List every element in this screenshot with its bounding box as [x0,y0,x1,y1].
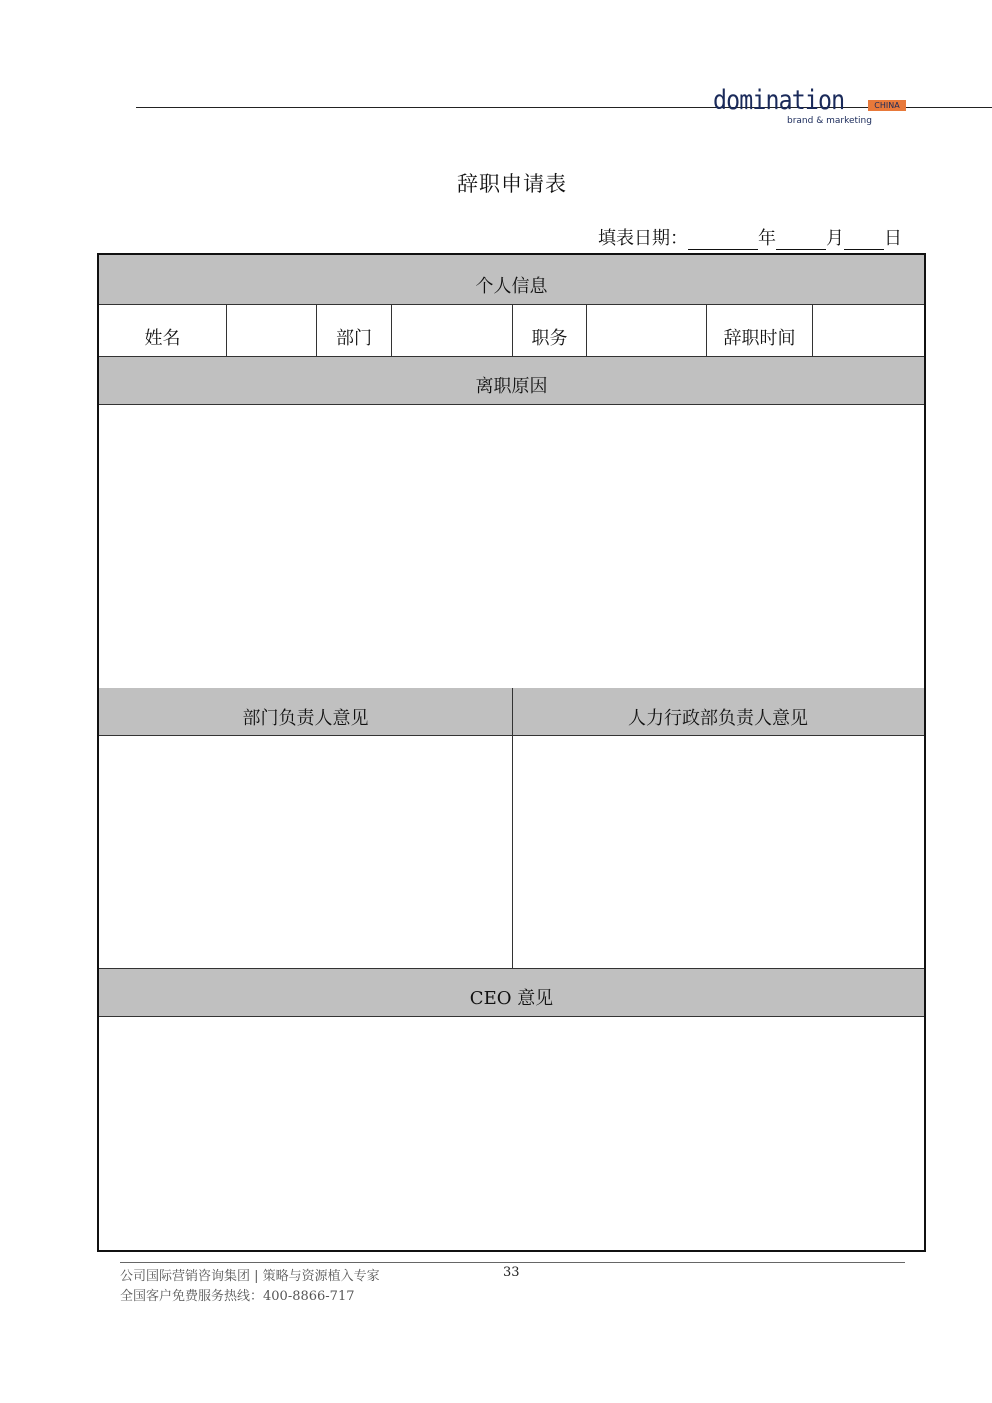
ceo-opinion-field[interactable] [99,1017,924,1250]
department-label-cell [317,305,392,356]
ceo-opinion-header [99,969,924,1017]
reason-header [99,357,924,405]
opinions-divider [512,688,513,969]
resign-time-label: 辞职时间 [723,328,796,349]
department-input-cell[interactable] [392,305,513,356]
name-label: 姓名 [144,328,181,349]
resignation-form [97,253,926,1252]
day-blank[interactable] [844,231,884,250]
footer-hotline: 全国客户免费服务热线：400-8866-717 [120,1289,355,1304]
department-label: 部门 [336,328,372,349]
year-blank[interactable] [688,231,758,250]
logo-badge: CHINA [868,100,906,111]
dept-head-opinion-field[interactable] [99,736,512,969]
logo-word: domination [713,85,845,116]
page-number: 33 [503,1265,520,1280]
month-label: 月 [826,228,844,249]
dept-head-opinion-header [99,688,512,736]
dept-head-opinion-title: 部门负责人意见 [242,708,369,729]
personal-info-title: 个人信息 [475,276,548,297]
personal-info-header [99,255,924,305]
position-input-cell[interactable] [587,305,707,356]
personal-info-row [99,305,924,357]
hr-opinion-field[interactable] [513,736,924,969]
form-title: 辞职申请表 [457,172,567,196]
day-label: 日 [884,228,902,249]
reason-title: 离职原因 [475,376,548,397]
position-label: 职务 [531,328,568,349]
footer-company-line: 公司国际营销咨询集团 | 策略与资源植入专家 [120,1269,380,1284]
ceo-opinion-title: CEO 意见 [469,988,554,1009]
fill-date-label: 填表日期： [598,228,688,249]
hr-opinion-title: 人力行政部负责人意见 [628,708,808,729]
reason-field[interactable] [99,405,924,689]
hr-opinion-header [512,688,924,736]
name-label-cell [99,305,227,356]
opinions-block [99,688,924,969]
name-input-cell[interactable] [227,305,317,356]
year-label: 年 [758,228,776,249]
footer-rule [120,1262,905,1263]
logo-tagline: brand & marketing [787,116,872,126]
company-logo [713,86,913,130]
month-blank[interactable] [776,231,826,250]
fill-date-line [598,224,902,250]
resign-time-input-cell[interactable] [813,305,924,356]
resign-time-label-cell [707,305,813,356]
position-label-cell [513,305,587,356]
